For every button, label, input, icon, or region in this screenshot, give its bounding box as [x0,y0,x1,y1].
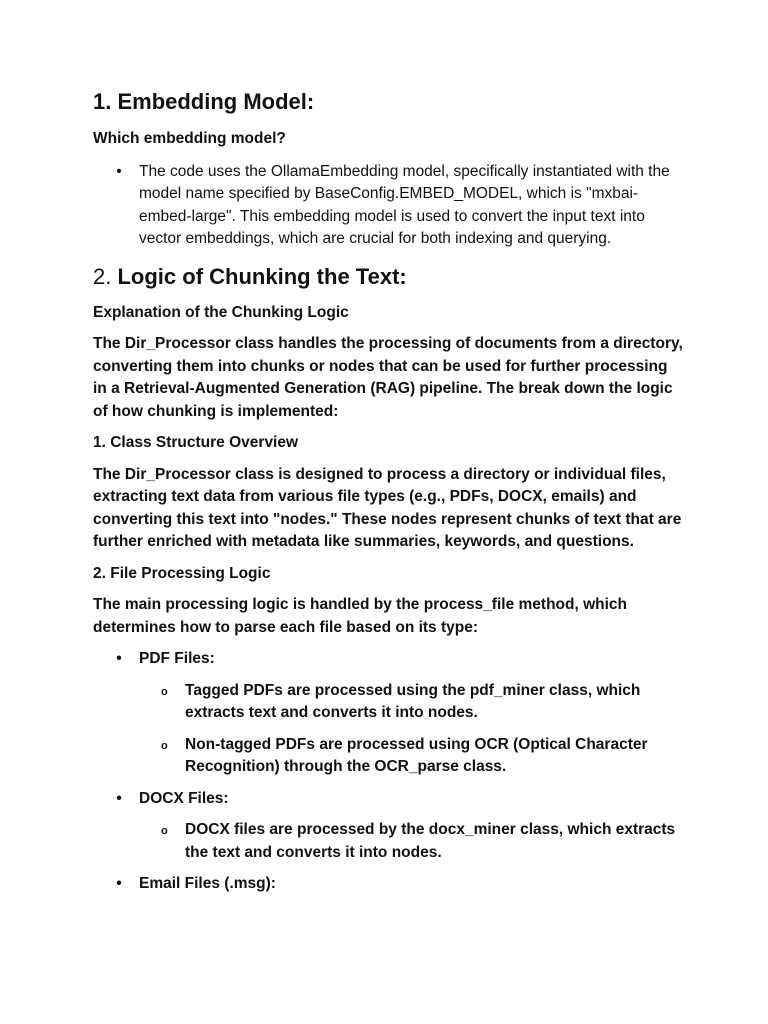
document-content [93,86,683,896]
pdf-subitem [93,680,683,725]
section-2-heading [93,261,683,293]
docx-subitem [93,819,683,864]
bullet-icon: • [116,650,122,667]
docx-files-label: DOCX Files: [139,789,229,807]
pdf-subitem-list [93,680,683,779]
docx-subitem-text: DOCX files are processed by the docx_miner class, which extracts the text and converts it into nodes. [185,821,676,861]
email-files-label: Email Files (.msg): [139,875,276,892]
email-files-item [93,873,683,896]
explanation-title: Explanation of the Chunking Logic [93,303,349,321]
pdf-files-item [93,648,683,671]
bullet-icon: • [116,789,122,807]
section-1-heading: 1. Embedding Model: [93,89,315,114]
embedding-bullet-item [93,161,683,251]
pdf-subitem-text: Tagged PDFs are processed using the pdf_miner class, which extracts text and converts it into nodes. [185,681,641,721]
docx-subitem-list [93,819,683,864]
circle-bullet-icon: o [161,825,168,837]
docx-files-item [93,788,683,811]
class-structure-title: 1. Class Structure Overview [93,434,299,451]
bullet-icon: • [116,875,122,892]
pdf-subitem [93,734,683,779]
section-2-title: Logic of Chunking the Text: [117,263,407,289]
file-type-list [93,873,683,896]
circle-bullet-icon: o [161,685,168,698]
pdf-subitem-text: Non-tagged PDFs are processed using OCR (Optical Character Recognition) through the OCR_parse class. [185,735,648,775]
file-type-list [93,788,683,811]
file-processing-paragraph: The main processing logic is handled by the process_file method, which determines how to parse each file based on its type: [93,596,628,636]
circle-bullet-icon: o [161,739,168,752]
section-2-number: 2. [93,263,112,289]
file-processing-title: 2. File Processing Logic [93,564,271,582]
embedding-bullet-text: The code uses the OllamaEmbedding model, specifically instantiated with the model name specified by BaseConfig.EMBED_MODEL, which is "mxbai-embed-large". This embedding model is used to convert the input text into vector embeddings, which are crucial for both indexing and querying. [139,162,670,247]
class-structure-paragraph: The Dir_Processor class is designed to process a directory or individual files, extracting text data from various file types (e.g., PDFs, DOCX, emails) and converting this text into "nodes." These nodes represent chunks of text that are further enriched with metadata like summaries, keywords, and questions. [93,465,682,550]
embedding-bullet-list [93,161,683,251]
embedding-question: Which embedding model? [93,130,286,147]
chunking-intro-paragraph: The Dir_Processor class handles the processing of documents from a directory, converting them into chunks or nodes that can be used for further processing in a Retrieval-Augmented Generation (RAG) pipeline. The break down the logic of how chunking is implemented: [93,335,683,420]
pdf-files-label: PDF Files: [139,650,215,667]
bullet-icon: • [116,162,122,180]
file-type-list [93,648,683,671]
